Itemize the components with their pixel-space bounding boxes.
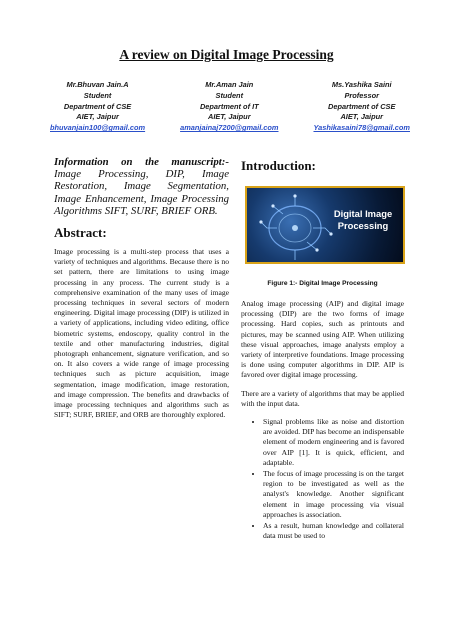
right-column [241, 156, 404, 542]
manuscript-info [54, 156, 229, 217]
author-name: Mr.Aman Jain [205, 80, 254, 89]
author-inst: AIET, Jaipur [340, 112, 384, 122]
introduction-paragraph-1: Analog image processing (AIP) and digital image processing (DIP) are the two forms of image processing. Hard copies, such as printouts and pictures, may be scanned using AIP. When utilizing these visual approaches, image analysts employ a variety of interpretive foundations. Image processing is done using computer algorithms in DIP. AIP is favored over digital image processing. [241, 299, 404, 380]
author-email-link[interactable]: bhuvanjain100@gmail.com [50, 123, 146, 133]
list-item: • Signal problems like as noise and distortion are avoided. DIP has become an indispensable element of modern engineering and is favored over AIP [1]. It is quick, efficient, and adaptable. [263, 417, 404, 468]
figure-overlay-text: Digital Image Processing [333, 208, 393, 231]
author-1 [50, 80, 145, 134]
author-2 [180, 80, 278, 134]
manuscript-info-heading: Information on the manuscript:- [54, 156, 229, 168]
list-item: • The focus of image processing is on the target region to be investigated as well as the analyst's knowledge. Another significant element in image processing via visual approaches is association. [263, 469, 404, 520]
author-3 [313, 80, 410, 134]
author-email-link[interactable]: amanjainaj7200@gmail.com [180, 123, 279, 133]
figure-caption: Figure 1:- Digital Image Processing [267, 280, 378, 287]
author-dept: Department of IT [199, 101, 259, 111]
introduction-paragraph-2: There are a variety of algorithms that may be applied with the input data. [241, 388, 404, 408]
author-dept: Department of CSE [63, 101, 132, 111]
figure-image [245, 186, 405, 264]
abstract-text: Image processing is a multi-step process that uses a variety of techniques and algorithms. Because there is no set pattern, there are limitations to using image processing in any process. The current study is a comprehensive examination of the many uses of image processing techniques in several sectors of modern engineering. Digital image processing (DIP) is utilized in a variety of applications, including video editing, office biometric systems, endoscopy, quality control in the textile and other manufacturing industries, digital photograph enhancement, signature verification, and so on. It also covers a wide range of image processing techniques such as picture acquisition, image segmentation, image modification, image restoration, and image compression. The benefits and drawbacks of image processing techniques and algorithms such as SIFT; SURF, BRIEF, and ORB are thoroughly explored. [54, 247, 229, 420]
author-name: Mr.Bhuvan Jain.A [66, 80, 129, 89]
author-dept: Department of CSE [328, 101, 396, 111]
introduction-bullet-list [241, 417, 404, 541]
abstract-heading: Abstract: [54, 225, 107, 241]
author-role: Student [83, 90, 112, 100]
author-inst: AIET, Jaipur [208, 112, 251, 122]
author-block [50, 80, 410, 134]
author-role: Student [215, 90, 244, 100]
paper-title: A review on Digital Image Processing [119, 47, 334, 62]
author-email-link[interactable]: Yashikasaini78@gmail.com [313, 123, 410, 133]
author-role: Professor [344, 90, 379, 100]
author-name: Ms.Yashika Saini [331, 80, 392, 89]
introduction-heading: Introduction: [241, 158, 316, 173]
manuscript-keywords: Image Processing, DIP, Image Restoration, Image Segmentation, Image Enhancement, Image Processing Algorithms SIFT, SURF, BRIEF ORB. [54, 168, 229, 217]
list-item: • As a result, human knowledge and collateral data must be used to [263, 521, 404, 541]
author-inst: AIET, Jaipur [76, 112, 119, 122]
left-column [54, 156, 229, 428]
